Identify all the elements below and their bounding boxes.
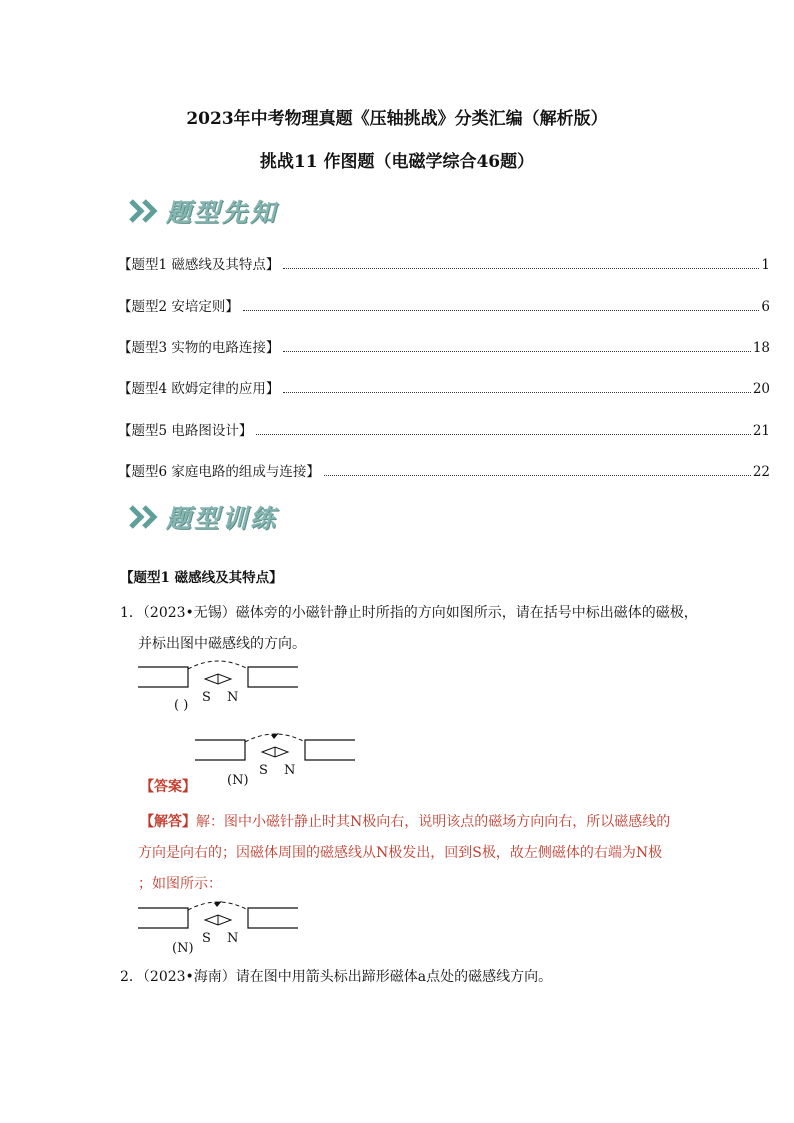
analysis-line3: ；如图所示： [138,876,222,892]
toc-leader [243,310,760,311]
toc-item-label: 【题型5 电路图设计】 [118,423,253,439]
q1-figure-answer [195,730,360,790]
q1-text-line1: 1．（2023•无锡）磁体旁的小磁针静止时所指的方向如图所示，请在括号中标出磁体的磁极， [120,605,698,621]
toc-item-page: 6 [761,299,770,315]
toc-item-label: 【题型2 安培定则】 [118,299,239,315]
section-title-overview: 题型先知 [166,198,279,227]
analysis-text-line1: 解：图中小磁针静止时其N极向右，说明该点的磁场方向向右，所以磁感线的 [196,814,671,830]
fig-label-n: N [284,763,296,778]
toc-leader [283,351,750,352]
toc-leader [283,268,759,269]
fig-label-s: S [259,763,268,778]
fig-label-s: S [202,931,211,946]
toc-leader [324,475,751,476]
fig-label-n: N [227,931,239,946]
toc-item-page: 22 [752,464,770,480]
analysis-tag: 【解答】 [140,814,196,830]
double-chevron-icon [128,197,162,225]
section-title-training: 题型训练 [166,504,279,533]
section-head-training [128,500,278,534]
toc-item-page: 20 [752,381,770,397]
toc-item[interactable] [118,377,770,397]
toc-item[interactable] [118,419,770,439]
toc-item[interactable] [118,253,770,273]
toc-item-page: 1 [761,257,770,273]
fig-blank-bracket: ( ) [174,698,189,713]
document-subtitle: 挑战11 作图题（电磁学综合46题） [259,152,535,172]
q1-figure-question [138,657,303,717]
toc-item-label: 【题型6 家庭电路的组成与连接】 [118,464,320,480]
toc-item-page: 18 [752,340,770,356]
toc-item-label: 【题型3 实物的电路连接】 [118,340,280,356]
toc-leader [283,392,750,393]
toc-item[interactable] [118,460,770,480]
toc-item[interactable] [118,295,770,315]
q1-figure-analysis [138,898,303,958]
fig-answer-bracket: (N) [172,941,194,956]
section-head-overview [128,194,278,228]
question-section-head: 【题型1 磁感线及其特点】 [120,570,283,586]
fig-label-n: N [227,690,239,705]
answer-tag: 【答案】 [140,779,196,795]
double-chevron-icon [128,503,162,531]
toc-leader [256,434,750,435]
toc-item-page: 21 [752,423,770,439]
q2-text-line1: 2．（2023•海南）请在图中用箭头标出蹄形磁体a点处的磁感线方向。 [120,969,553,985]
q1-text-line2: 并标出图中磁感线的方向。 [138,636,306,652]
fig-label-s: S [202,690,211,705]
toc-item[interactable] [118,336,770,356]
document-title: 2023年中考物理真题《压轴挑战》分类汇编（解析版） [186,109,608,129]
analysis-line1 [140,811,670,831]
toc-item-label: 【题型4 欧姆定律的应用】 [118,381,280,397]
analysis-line2: 方向是向右的；因磁体周围的磁感线从N极发出，回到S极，故左侧磁体的右端为N极 [138,845,663,861]
fig-answer-bracket: (N) [227,773,249,788]
toc-item-label: 【题型1 磁感线及其特点】 [118,257,280,273]
